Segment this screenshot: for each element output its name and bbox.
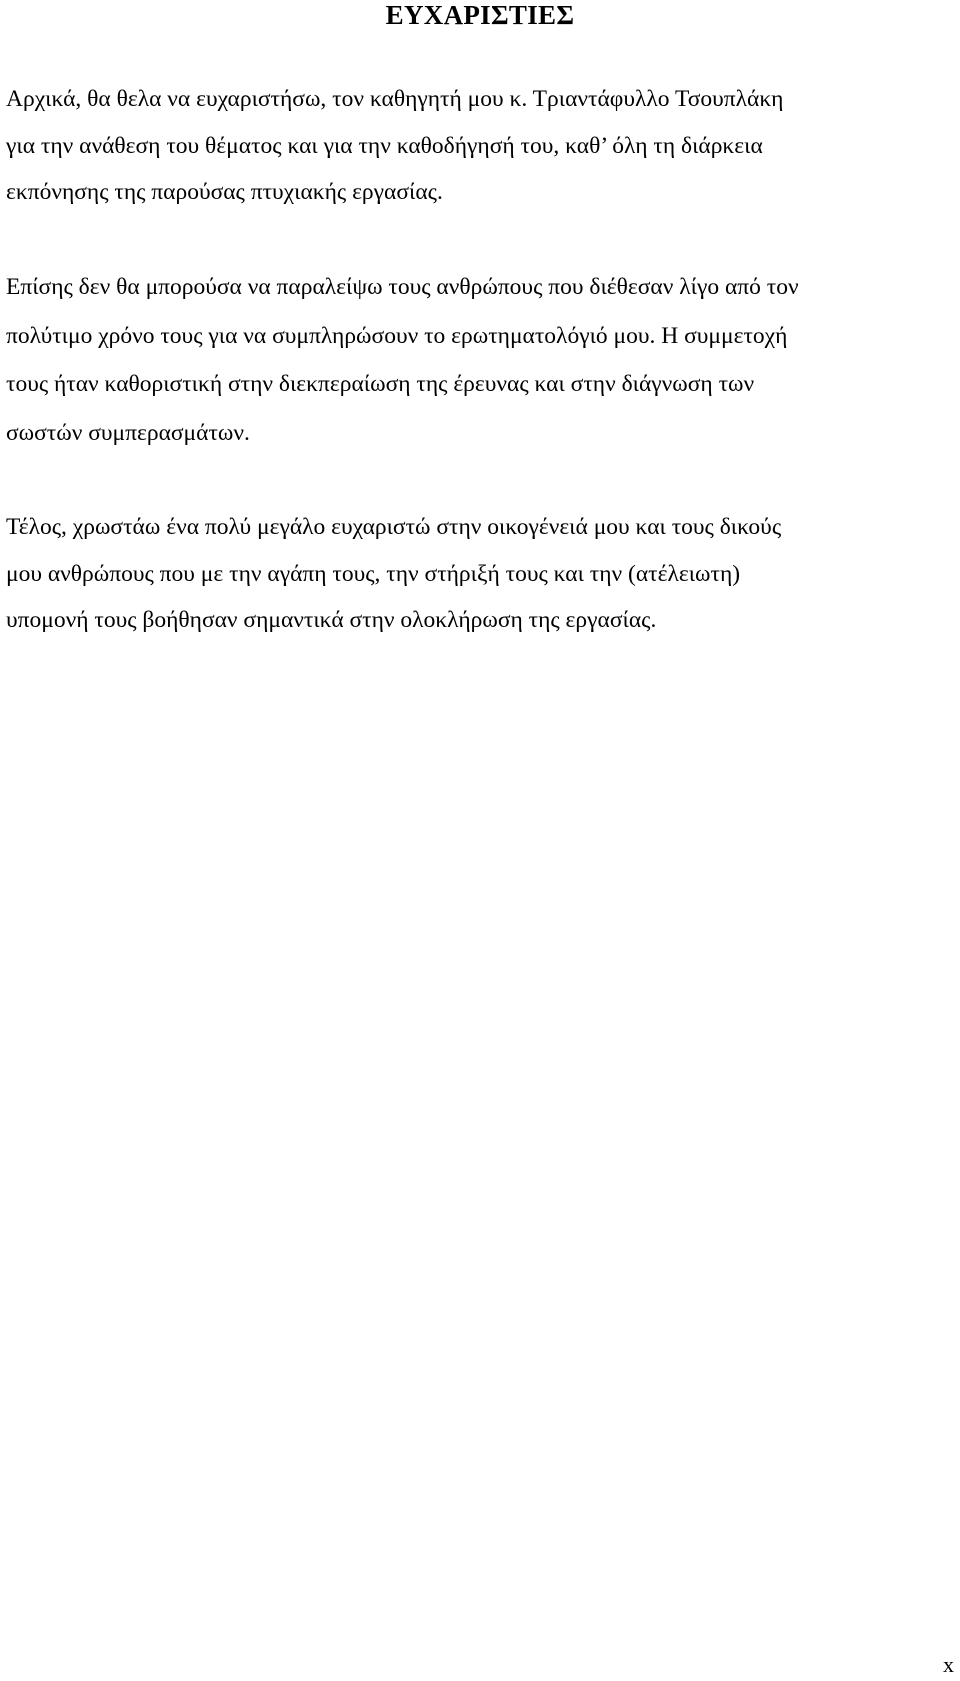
text-line: Τέλος, χρωστάω ένα πολύ μεγάλο ευχαριστώ στην οικογένειά μου και τους δικούς <box>6 514 782 540</box>
text-line: υπομονή τους βοήθησαν σημαντικά στην ολοκλήρωση της εργασίας. <box>6 607 657 633</box>
text-line: Επίσης δεν θα μπορούσα να παραλείψω τους ανθρώπους που διέθεσαν λίγο από τον <box>6 274 799 300</box>
text-line: εκπόνησης της παρούσας πτυχιακής εργασίας. <box>6 179 443 205</box>
text-line: τους ήταν καθοριστική στην διεκπεραίωση της έρευνας και στην διάγνωση των <box>6 371 755 397</box>
text-line: μου ανθρώπους που με την αγάπη τους, την στήριξή τους και την (ατέλειωτη) <box>6 560 741 587</box>
page-number: x <box>943 1652 954 1677</box>
text-line: πολύτιμο χρόνο τους για να συμπληρώσουν το ερωτηματολόγιό μου. Η συμμετοχή <box>6 322 788 349</box>
text-line: Αρχικά, θα θελα να ευχαριστήσω, τον καθηγητή μου κ. Τριαντάφυλλο Τσουπλάκη <box>6 86 784 112</box>
paragraph-1 <box>6 76 956 216</box>
text-line: για την ανάθεση του θέματος και για την καθοδήγησή του, καθ’ όλη τη διάρκεια <box>6 132 763 159</box>
text-line: σωστών συμπερασμάτων. <box>6 419 250 446</box>
paragraph-3 <box>6 504 956 644</box>
paragraph-2 <box>6 263 956 457</box>
page-title: ΕΥΧΑΡΙΣΤΙΕΣ <box>385 0 575 30</box>
